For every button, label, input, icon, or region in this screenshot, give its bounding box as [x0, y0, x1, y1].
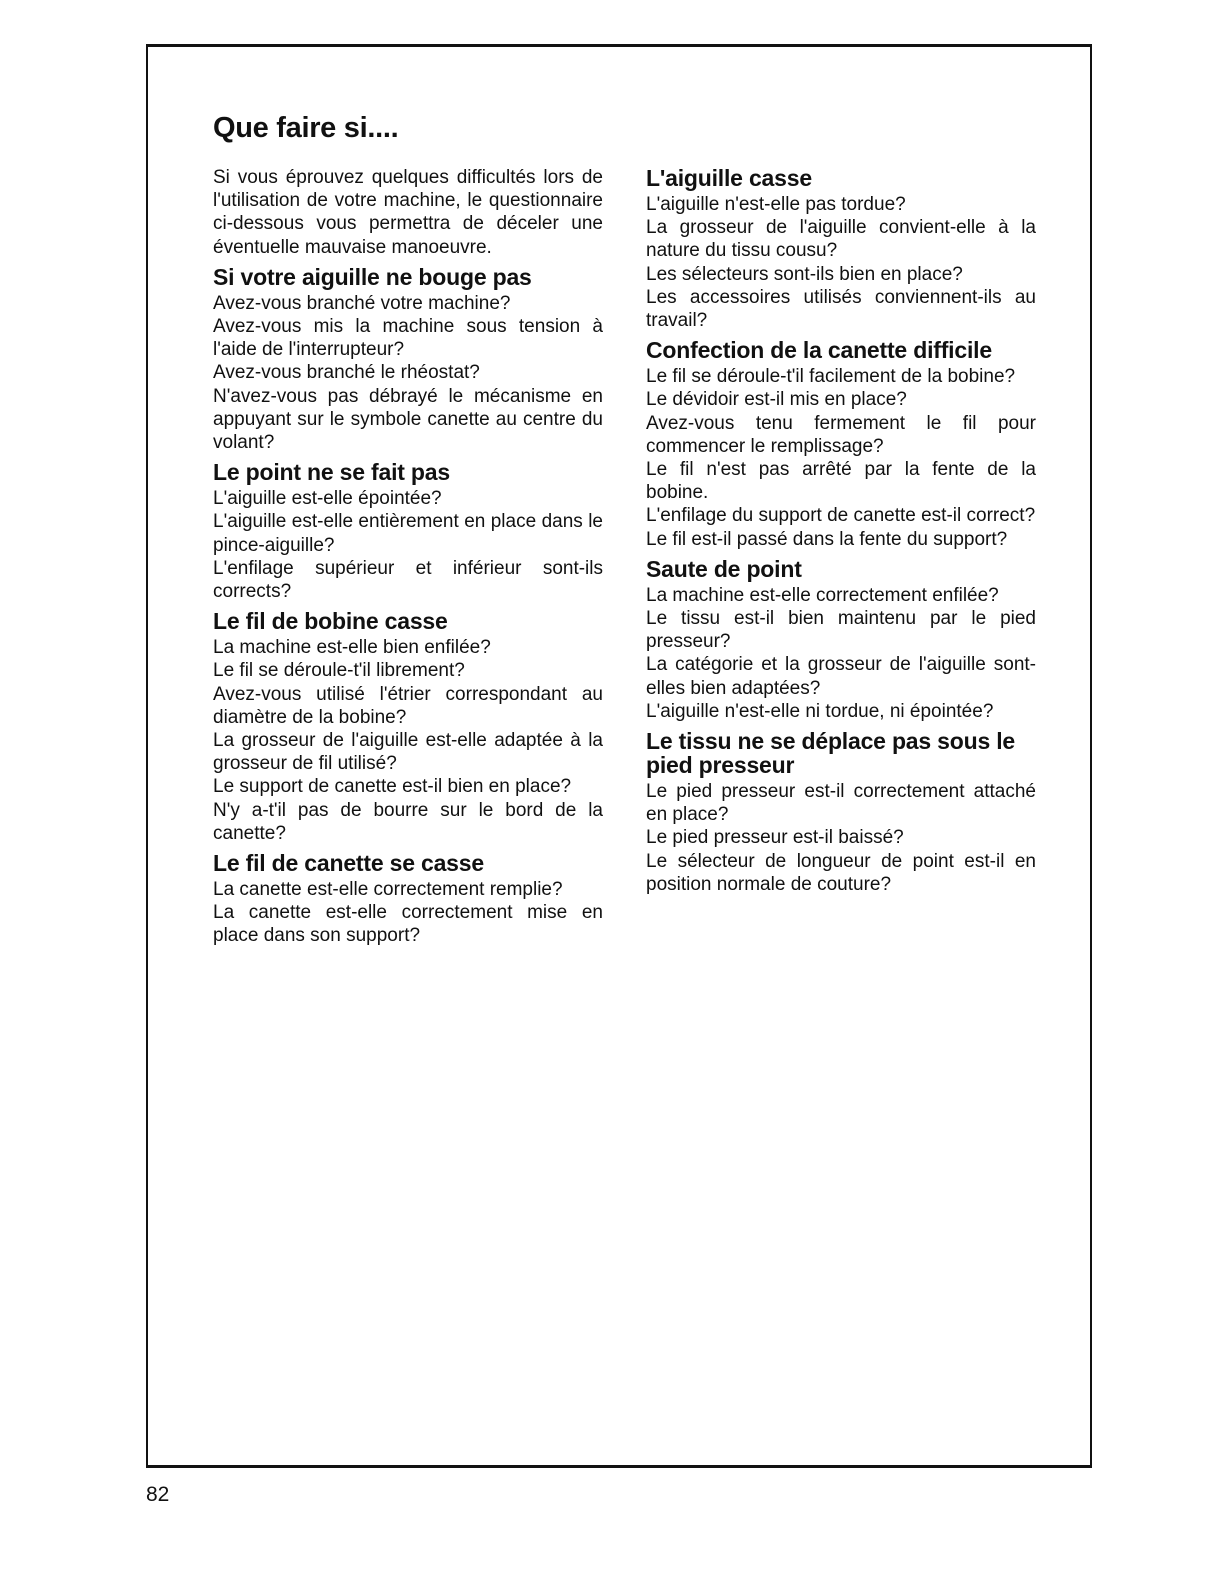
question-line: La catégorie et la grosseur de l'aiguille sont-elles bien adaptées?	[646, 654, 1036, 699]
page-title: Que faire si....	[213, 112, 399, 144]
question-line: Le fil se déroule-t'il facilement de la bobine?	[646, 366, 1016, 388]
question-line: La machine est-elle bien enfilée?	[213, 637, 491, 659]
question-line: Le pied presseur est-il baissé?	[646, 827, 904, 849]
question-line: La grosseur de l'aiguille est-elle adaptée à la grosseur de fil utilisé?	[213, 730, 603, 775]
question-line: Le tissu est-il bien maintenu par le pied presseur?	[646, 608, 1036, 653]
question-line: Le fil est-il passé dans la fente du support?	[646, 528, 1008, 550]
question-line: Avez-vous branché le rhéostat?	[213, 362, 480, 384]
question-line: Les accessoires utilisés conviennent-ils au travail?	[646, 286, 1036, 332]
question-line: La canette est-elle correctement remplie?	[213, 879, 563, 901]
section-aiguille-casse	[646, 166, 1036, 332]
section-heading: Le fil de bobine casse	[213, 608, 448, 635]
section-heading: Le point ne se fait pas	[213, 459, 450, 486]
right-column	[646, 166, 1036, 902]
question-line: N'avez-vous pas débrayé le mécanisme en appuyant sur le symbole canette au centre du volant?	[213, 385, 603, 454]
section-saute-de-point	[646, 557, 1036, 723]
section-fil-de-bobine-casse	[213, 609, 603, 845]
question-line: Le pied presseur est-il correctement attaché en place?	[646, 781, 1036, 826]
question-line: L'aiguille n'est-elle ni tordue, ni épointée?	[646, 700, 994, 722]
question-line: Le sélecteur de longueur de point est-il en position normale de couture?	[646, 850, 1036, 895]
section-heading: Le tissu ne se déplace pas sous le pied presseur	[646, 728, 1016, 779]
question-line: Avez-vous tenu fermement le fil pour commencer le remplissage?	[646, 412, 1036, 457]
question-line: Avez-vous mis la machine sous tension à l'aide de l'interrupteur?	[213, 316, 603, 361]
question-line: L'enfilage du support de canette est-il correct?	[646, 505, 1036, 527]
question-line: L'aiguille n'est-elle pas tordue?	[646, 194, 906, 215]
question-line: L'enfilage supérieur et inférieur sont-ils corrects?	[213, 557, 603, 603]
intro-paragraph: Si vous éprouvez quelques difficultés lors de l'utilisation de votre machine, le questionnaire ci-dessous vous permettra de déceler une éventuelle mauvaise manoeuvre.	[213, 167, 603, 258]
section-heading: L'aiguille casse	[646, 165, 812, 191]
section-heading: Le fil de canette se casse	[213, 850, 484, 877]
question-line: L'aiguille est-elle entièrement en place dans le pince-aiguille?	[213, 511, 603, 556]
question-line: Le fil n'est pas arrêté par la fente de la bobine.	[646, 459, 1036, 504]
question-line: La machine est-elle correctement enfilée?	[646, 584, 999, 606]
section-tissu-ne-se-deplace-pas	[646, 729, 1036, 896]
question-line: La grosseur de l'aiguille convient-elle à la nature du tissu cousu?	[646, 217, 1036, 262]
question-line: Le fil se déroule-t'il librement?	[213, 660, 465, 682]
section-aiguille-ne-bouge-pas	[213, 265, 603, 454]
question-line: La canette est-elle correctement mise en place dans son support?	[213, 902, 603, 947]
page-number: 82	[146, 1483, 170, 1506]
section-heading: Si votre aiguille ne bouge pas	[213, 263, 532, 290]
section-point-ne-se-fait-pas	[213, 460, 603, 603]
section-heading: Confection de la canette difficile	[646, 337, 992, 364]
question-line: N'y a-t'il pas de bourre sur le bord de la canette?	[213, 799, 603, 844]
question-line: Les sélecteurs sont-ils bien en place?	[646, 263, 963, 285]
question-line: Avez-vous branché votre machine?	[213, 292, 511, 314]
section-fil-de-canette-se-casse	[213, 851, 603, 948]
left-column	[213, 166, 603, 954]
question-line: Avez-vous utilisé l'étrier correspondant au diamètre de la bobine?	[213, 683, 603, 728]
question-line: Le dévidoir est-il mis en place?	[646, 389, 907, 411]
section-heading: Saute de point	[646, 555, 802, 582]
question-line: Le support de canette est-il bien en place?	[213, 776, 572, 798]
section-confection-canette-difficile	[646, 338, 1036, 551]
question-line: L'aiguille est-elle épointée?	[213, 488, 442, 510]
